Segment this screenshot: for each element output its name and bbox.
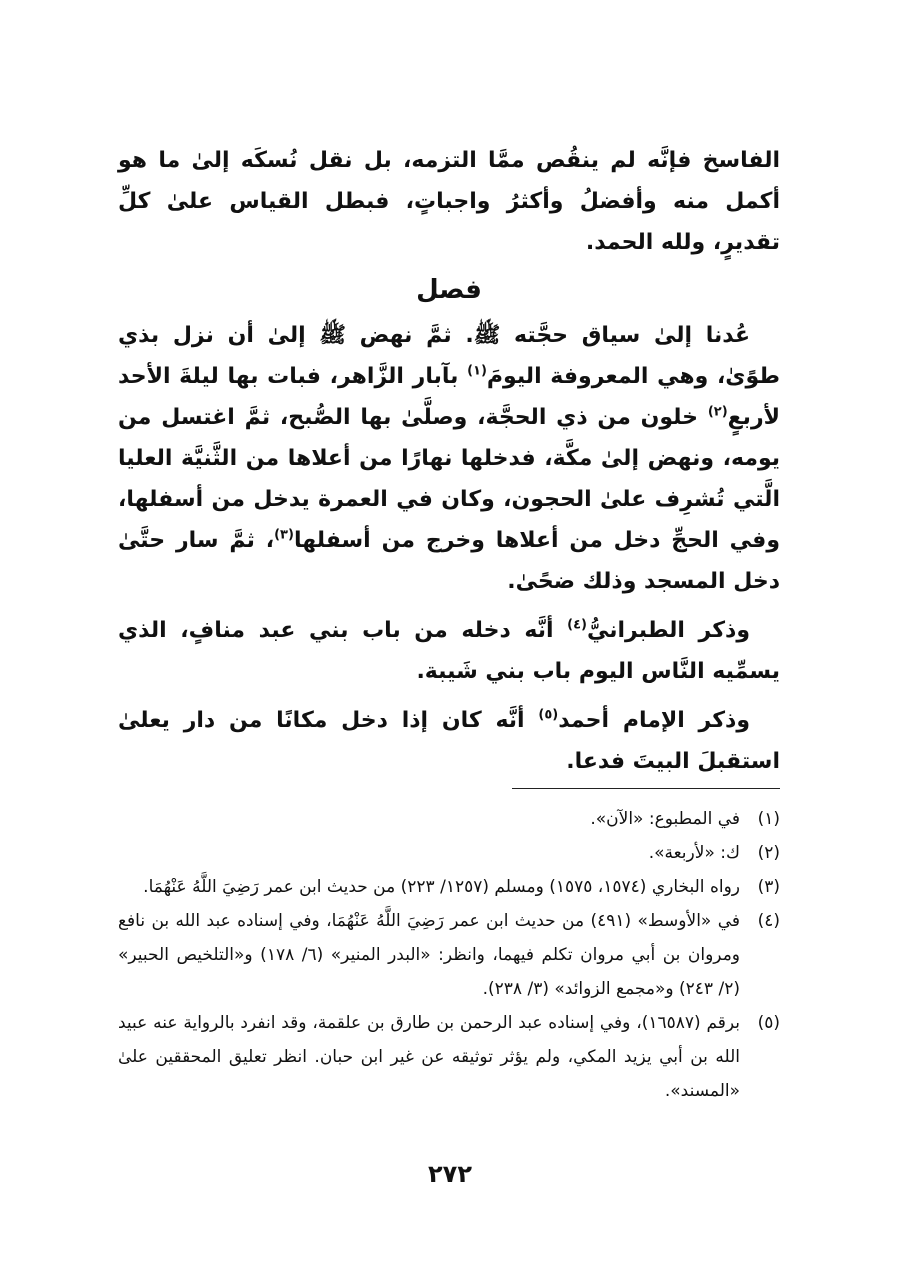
paragraph-4-text-b: أنَّه كان إذا دخل مكانًا من دار يعلىٰ استقبلَ البيتَ فدعا. xyxy=(118,708,780,774)
footnote-number: (٢) xyxy=(757,843,780,863)
footnote-5 xyxy=(118,1006,780,1108)
footnote-ref-4: (٤) xyxy=(567,617,587,633)
paragraph-2-text-c: خلون من ذي الحجَّة، وصلَّىٰ بها الصُّبح، ثمَّ اغتسل من يومه، ونهض إلىٰ مكَّة، فدخلها نهارًا من أعلاها من الثَّنيَّة العليا الَّتي تُشرِف علىٰ الحجون، وكان في العمرة يدخل من أسفلها، وفي الحجِّ دخل من أعلاها وخرج من أسفلها xyxy=(118,405,781,553)
footnote-divider xyxy=(512,788,780,789)
footnote-text: رواه البخاري (١٥٧٤، ١٥٧٥) ومسلم (١٢٥٧/ ٢٢٣) من حديث ابن عمر رَضِيَ اللَّهُ عَنْهُمَا. xyxy=(143,877,740,897)
paragraph-2-text-a: عُدنا إلىٰ سياق حجَّته ﷺ. ثمَّ نهض ﷺ إلىٰ أن نزل بذي طوًىٰ، وهي المعروفة اليومَ xyxy=(118,323,780,389)
footnote-ref-1: (١) xyxy=(467,363,487,379)
footnote-text: في المطبوع: «الآن». xyxy=(590,809,740,829)
footnote-text: ك: «لأربعة». xyxy=(648,843,740,863)
paragraph-2 xyxy=(118,315,780,602)
paragraph-3 xyxy=(118,610,780,692)
footnote-number: (٥) xyxy=(757,1013,780,1033)
footnote-1 xyxy=(118,802,780,836)
paragraph-3-text-b: أنَّه دخله من باب بني عبد منافٍ، الذي يسمِّيه النَّاس اليوم باب بني شَيبة. xyxy=(118,618,780,684)
footnote-number: (٤) xyxy=(757,911,780,931)
paragraph-4-text-a: وذكر الإمام أحمد xyxy=(558,708,750,733)
footnote-4 xyxy=(118,904,780,1006)
footnote-ref-5: (٥) xyxy=(538,707,559,723)
footnote-text: في «الأوسط» (٤٩١) من حديث ابن عمر رَضِيَ اللَّهُ عَنْهُمَا، وفي إسناده عبد الله بن نافع ومروان بن أبي مروان تكلم فيهما، وانظر: «البدر المنير» (٦/ ١٧٨) و«التلخيص الحبير» (٢/ ٢٤٣) و«مجمع الزوائد» (٣/ ٢٣٨). xyxy=(118,911,741,999)
paragraph-2-text-b: بآبار الزَّاهر، فبات بها ليلةَ الأحد لأربعٍ xyxy=(118,364,780,430)
footnote-2 xyxy=(118,836,780,870)
main-text xyxy=(118,140,780,782)
footnote-text: برقم (١٦٥٨٧)، وفي إسناده عبد الرحمن بن طارق بن علقمة، وقد انفرد بالرواية عنه عبيد الله بن أبي يزيد المكي، ولم يؤثر توثيقه عن غير ابن حبان. انظر تعليق المحققين علىٰ «المسند». xyxy=(118,1013,740,1101)
page-number: ٢٧٢ xyxy=(428,1160,472,1188)
footnote-number: (٣) xyxy=(757,877,780,897)
footnotes xyxy=(118,802,780,1108)
section-heading: فصل xyxy=(416,275,482,305)
footnote-ref-2: (٢) xyxy=(707,404,728,420)
paragraph-4 xyxy=(118,700,780,782)
footnote-3 xyxy=(118,870,780,904)
footnote-number: (١) xyxy=(757,809,780,829)
paragraph-1: الفاسخ فإنَّه لم ينقُص ممَّا التزمه، بل نقل نُسكَه إلىٰ ما هو أكمل منه وأفضلُ وأكثرُ واجباتٍ، فبطل القياس علىٰ كلِّ تقديرٍ، ولله الحمد. xyxy=(118,148,780,255)
footnote-ref-3: (٣) xyxy=(274,527,294,543)
paragraph-2-text-d: ، ثمَّ سار حتَّىٰ دخل المسجد وذلك ضحًىٰ. xyxy=(118,528,780,594)
paragraph-3-text-a: وذكر الطبرانيُّ xyxy=(586,618,750,643)
